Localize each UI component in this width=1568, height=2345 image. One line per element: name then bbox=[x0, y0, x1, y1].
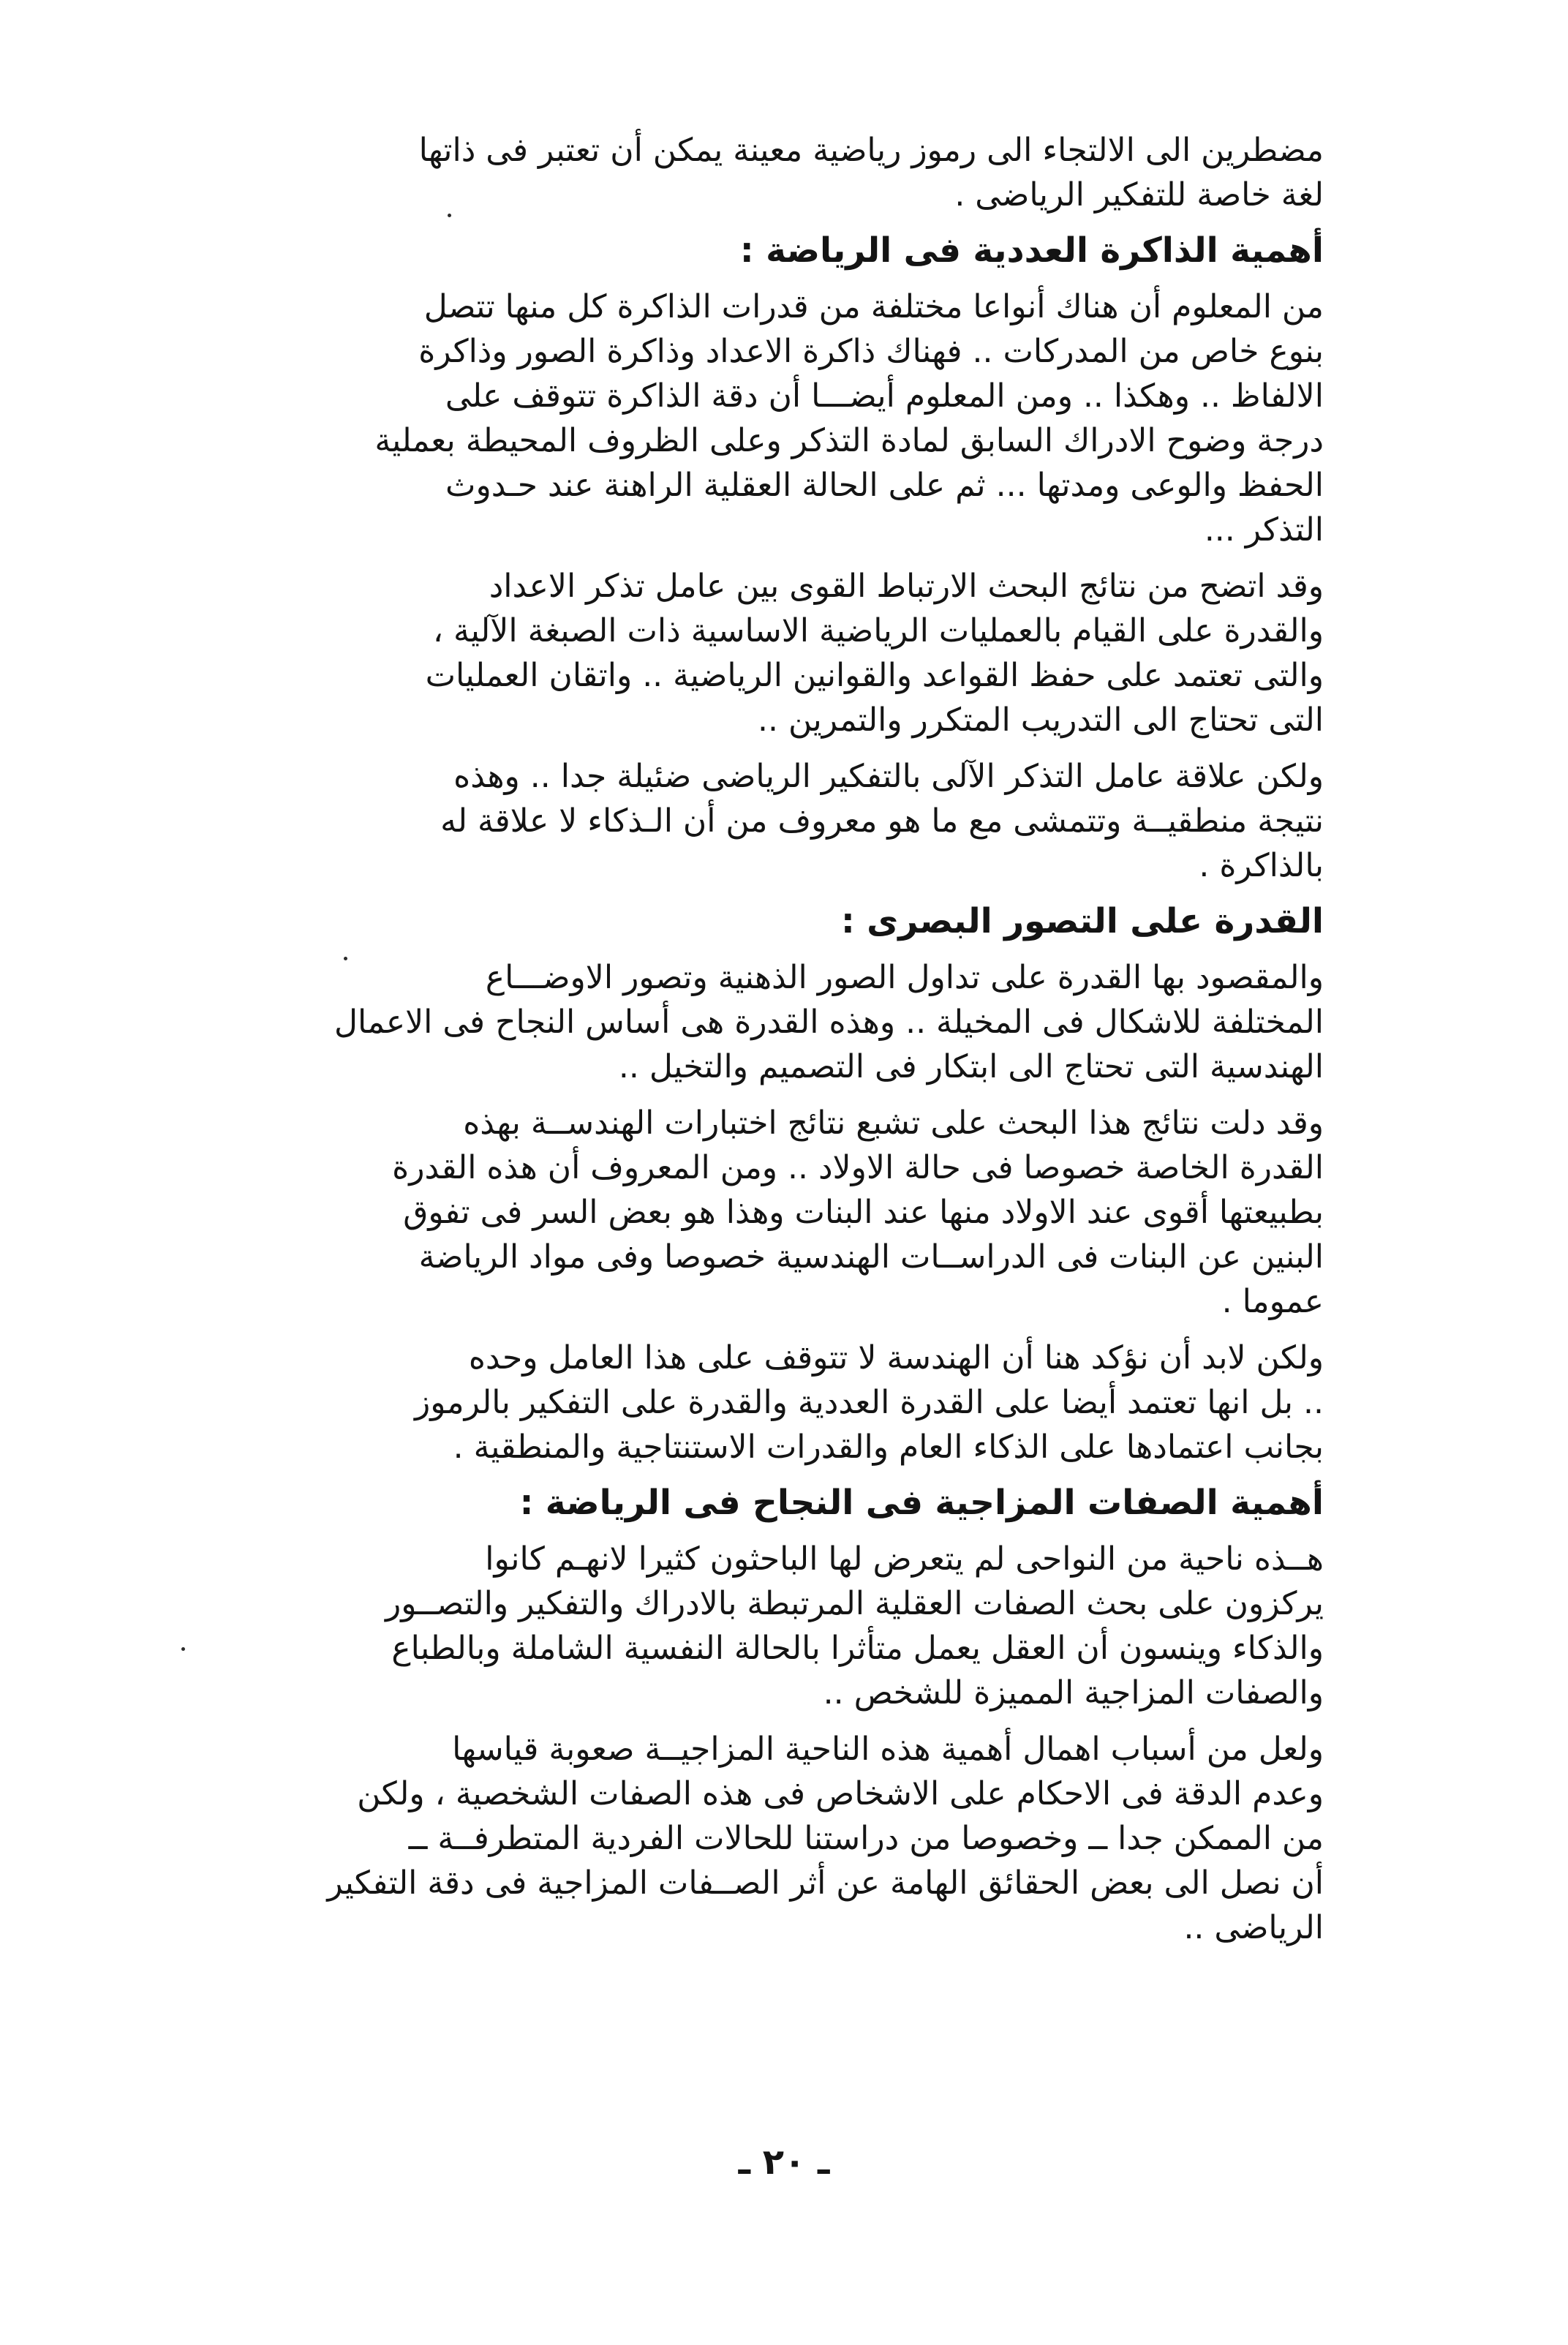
text-line: والذكاء وينسون أن العقل يعمل متأثرا بالحالة النفسية الشاملة وبالطباع bbox=[391, 1630, 1324, 1667]
text-line: وقد اتضح من نتائج البحث الارتباط القوى بين عامل تذكر الاعداد bbox=[489, 568, 1324, 605]
text-line: القدرة الخاصة خصوصا فى حالة الاولاد .. ومن المعروف أن هذه القدرة bbox=[392, 1149, 1324, 1186]
page-body bbox=[197, 128, 1324, 1950]
text-line: المختلفة للاشكال فى المخيلة .. وهذه القدرة هى أساس النجاح فى الاعمال bbox=[334, 1004, 1324, 1041]
text-line: وقد دلت نتائج هذا البحث على تشبع نتائج اختبارات الهندســة بهذه bbox=[463, 1104, 1324, 1142]
text-line: ولكن علاقة عامل التذكر الآلى بالتفكير الرياضى ضئيلة جدا .. وهذه bbox=[453, 758, 1324, 795]
scan-speck bbox=[181, 1647, 185, 1651]
text-line: هــذه ناحية من النواحى لم يتعرض لها الباحثون كثيرا لانهـم كانوا bbox=[485, 1540, 1324, 1578]
section-heading-temperament: أهمية الصفات المزاجية فى النجاح فى الرياضة : bbox=[519, 1483, 1324, 1523]
text-line: والمقصود بها القدرة على تداول الصور الذهنية وتصور الاوضـــاع bbox=[485, 959, 1324, 996]
text-line: والتى تعتمد على حفظ القواعد والقوانين الرياضية .. واتقان العمليات bbox=[425, 657, 1324, 694]
text-line: أن نصل الى بعض الحقائق الهامة عن أثر الصــفات المزاجية فى دقة التفكير bbox=[327, 1864, 1324, 1902]
text-line: بالذاكرة . bbox=[1199, 847, 1324, 884]
text-line: نتيجة منطقيــة وتتمشى مع ما هو معروف من أن الـذكاء لا علاقة له bbox=[440, 802, 1324, 840]
text-line: التذكر ... bbox=[1204, 511, 1324, 549]
text-line: لغة خاصة للتفكير الرياضى . bbox=[954, 176, 1324, 214]
visualization-paragraph-2 bbox=[197, 1101, 1324, 1324]
section-heading-memory: أهمية الذاكرة العددية فى الرياضة : bbox=[739, 230, 1324, 271]
visualization-paragraph-1 bbox=[197, 955, 1324, 1089]
text-line: بجانب اعتمادها على الذكاء العام والقدرات الاستنتاجية والمنطقية . bbox=[453, 1429, 1324, 1466]
text-line: يركزون على بحث الصفات العقلية المرتبطة بالادراك والتفكير والتصــور bbox=[385, 1585, 1324, 1622]
text-line: الرياضى .. bbox=[1183, 1909, 1324, 1946]
text-line: التى تحتاج الى التدريب المتكرر والتمرين .. bbox=[758, 701, 1324, 739]
memory-paragraph-3 bbox=[197, 754, 1324, 888]
temperament-paragraph-2 bbox=[197, 1727, 1324, 1950]
text-line: بطبيعتها أقوى عند الاولاد منها عند البنات وهذا هو بعض السر فى تفوق bbox=[403, 1194, 1324, 1231]
visualization-paragraph-3 bbox=[197, 1336, 1324, 1469]
text-line: .. بل انها تعتمد أيضا على القدرة العددية والقدرة على التفكير بالرموز bbox=[415, 1384, 1324, 1421]
intro-paragraph bbox=[197, 128, 1324, 217]
text-line: من المعلوم أن هناك أنواعا مختلفة من قدرات الذاكرة كل منها تتصل bbox=[423, 288, 1324, 325]
text-line: الهندسية التى تحتاج الى ابتكار فى التصميم والتخيل .. bbox=[618, 1048, 1324, 1085]
section-heading-visualization: القدرة على التصور البصرى : bbox=[841, 901, 1324, 941]
text-line: درجة وضوح الادراك السابق لمادة التذكر وعلى الظروف المحيطة بعملية bbox=[374, 422, 1324, 459]
memory-paragraph-1 bbox=[197, 285, 1324, 552]
text-line: ولعل من أسباب اهمال أهمية هذه الناحية المزاجيــة صعوبة قياسها bbox=[452, 1731, 1324, 1768]
text-line: عموما . bbox=[1221, 1283, 1324, 1320]
text-line: وعدم الدقة فى الاحكام على الاشخاص فى هذه الصفات الشخصية ، ولكن bbox=[357, 1775, 1324, 1813]
text-line: الحفظ والوعى ومدتها ... ثم على الحالة العقلية الراهنة عند حـدوث bbox=[445, 467, 1324, 504]
page-number: ـ ٢٠ ـ bbox=[738, 2142, 830, 2183]
scan-speck bbox=[448, 214, 451, 217]
text-line: والقدرة على القيام بالعمليات الرياضية الاساسية ذات الصبغة الآلية ، bbox=[432, 612, 1324, 650]
temperament-paragraph-1 bbox=[197, 1537, 1324, 1715]
text-line: البنين عن البنات فى الدراســات الهندسية خصوصا وفى مواد الرياضة bbox=[418, 1238, 1324, 1276]
text-line: الالفاظ .. وهكذا .. ومن المعلوم أيضـــا أن دقة الذاكرة تتوقف على bbox=[445, 377, 1324, 415]
text-line: مضطرين الى الالتجاء الى رموز رياضية معينة يمكن أن تعتبر فى ذاتها bbox=[418, 132, 1324, 169]
text-line: ولكن لابد أن نؤكد هنا أن الهندسة لا تتوقف على هذا العامل وحده bbox=[468, 1339, 1324, 1377]
text-line: بنوع خاص من المدركات .. فهناك ذاكرة الاعداد وذاكرة الصور وذاكرة bbox=[418, 333, 1324, 370]
scan-speck bbox=[344, 957, 347, 960]
memory-paragraph-2 bbox=[197, 564, 1324, 742]
text-line: من الممكن جدا ــ وخصوصا من دراستنا للحالات الفردية المتطرفــة ــ bbox=[408, 1820, 1324, 1857]
text-line: والصفات المزاجية المميزة للشخص .. bbox=[823, 1674, 1324, 1712]
